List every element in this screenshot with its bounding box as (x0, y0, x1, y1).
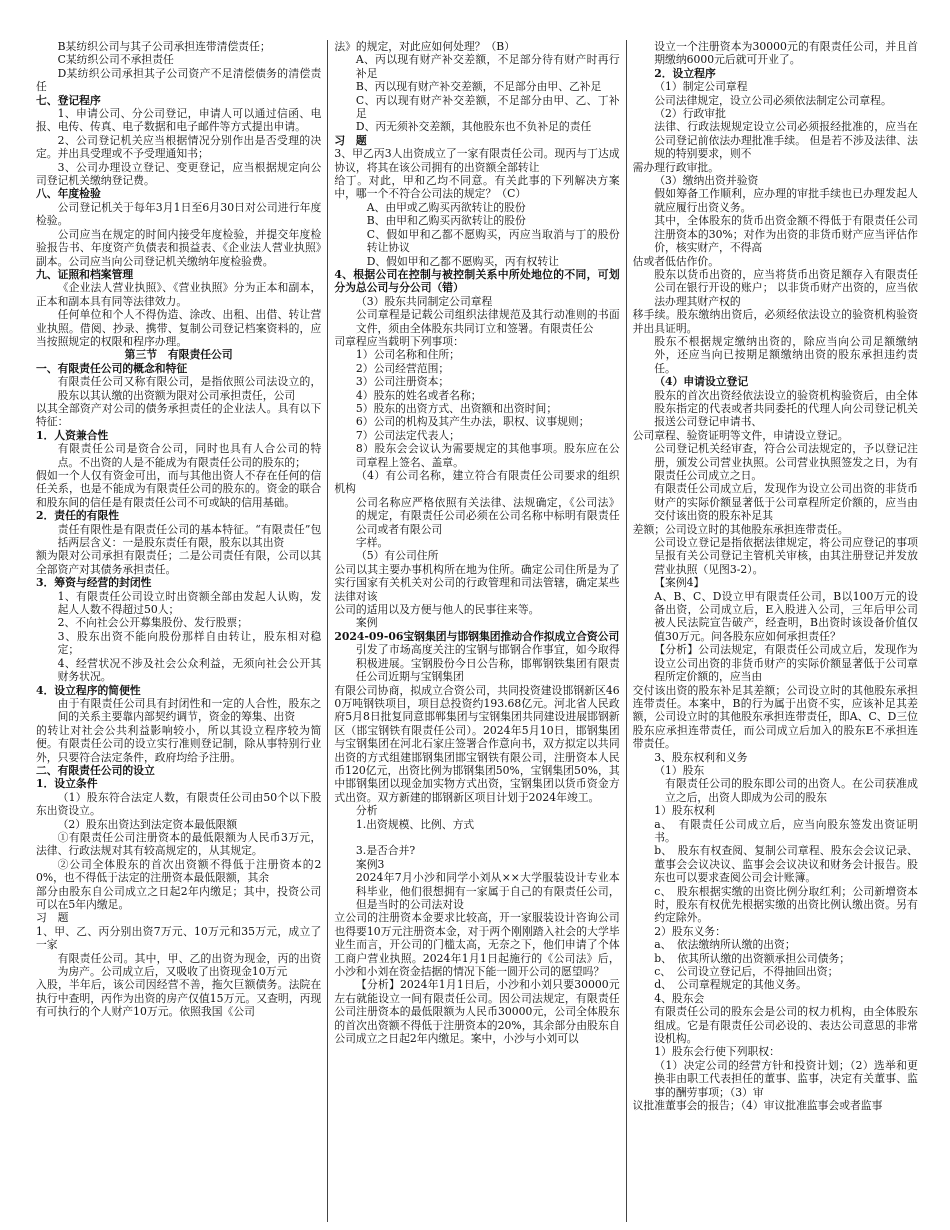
paragraph: 公司章程是记载公司组织法律规范及其行动准则的书面文件，须由全体股东共同订立和签署。有限责任公 (355, 308, 620, 335)
paragraph: （1）制定公司章程 (654, 80, 748, 94)
paragraph: 的转让对社会公共利益影响较小，所以其设立程序较为简便。有限责任公司的设立实行准则登记制，除从事特别行业外，只要符合法定条件，政府均给予注册。 (36, 723, 322, 764)
paragraph: 【分析】2024年1月1日后，小沙和小刘只要30000元左右就能设立一间有限责任公司。因公司法规定，有限责任公司注册资本的最低限额为人民币30000元，公司全体股东的首次出资额不得低于注册资本的20%，其余部分由股东自公司成立之日起2年内缴足。案中，小沙与小刘可以 (334, 978, 620, 1046)
paragraph: 3、股东权利和义务 (654, 750, 748, 764)
paragraph: 任何单位和个人不得伪造、涂改、出租、出借、转让营业执照。借阅、抄录、携带、复制公司登记档案资料的，应当按照规定的权限和程序办理。 (36, 308, 322, 348)
paragraph: 1、甲、乙、丙分别出资7万元、10万元和35万元，成立了一家 (36, 924, 322, 952)
paragraph: 公司以其主要办事机构所在地为住所。确定公司住所是为了实行国家有关机关对公司的行政管理和司法管辖，确定某些法律对该 (334, 562, 620, 603)
section-heading: 一、有限责任公司的概念和特征 (36, 361, 188, 375)
paragraph: （5）有公司住所 (355, 549, 439, 563)
paragraph: 2、不向社会公开募集股份、发行股票； (57, 616, 249, 630)
paragraph: 3、股东出资不能向股份那样自由转让，股东相对稳定； (57, 629, 322, 657)
paragraph: 公司登记机关于每年3月1日至6月30日对公司进行年度检验。 (36, 200, 322, 228)
paragraph: B、丙以现有财产补交差额，不足部分由甲、乙补足 (355, 80, 602, 94)
paragraph: 以其全部资产对公司的债务承担责任的企业法人。具有以下特征： (36, 401, 322, 429)
paragraph: c、 股东根据实缴的出资比例分取红利；公司新增资本时，股东有权优先根据实缴的出资比例认缴出资。另有约定除外。 (654, 884, 918, 925)
paragraph: 2）股东义务： (654, 924, 726, 938)
paragraph: 有限责任公司。其中，甲、乙的出资为现金，丙的出资为房产。公司成立后，又吸收了出资现金10万元 (57, 951, 322, 979)
paragraph: 假如筹备工作顺利，应办理的审批手续也已办理发起人就应履行出资义务。 (654, 187, 918, 214)
section-heading: 2．责任的有限性 (36, 509, 120, 523)
paragraph: 责任有限性是有限责任公司的基本特征。“有限责任”包括两层含义：一是股东责任有限，股东以其出资 (57, 522, 322, 550)
section-heading: 4．设立程序的简便性 (36, 683, 141, 697)
paragraph: 有限责任公司是资合公司，同时也具有人合公司的特点。不出资的人是不能成为有限责任公司的股东的； (57, 442, 322, 469)
section-heading: 八、年度检验 (36, 187, 101, 201)
paragraph: 引发了市场高度关注的宝钢与邯钢合作事宜，如今取得积极进展。宝钢股份今日公告称，邯郸钢铁集团有限责任公司近期与宝钢集团 (355, 643, 620, 684)
paragraph: 4）股东的姓名或者名称； (355, 388, 482, 402)
paragraph: 字样。 (355, 536, 389, 550)
section-heading: 1．人资兼合性 (36, 428, 109, 442)
paragraph: （3）缴纳出资并验资 (654, 174, 759, 188)
paragraph: d、 公司章程规定的其他义务。 (654, 978, 807, 992)
paragraph: 司章程应当载明下列事项： (334, 334, 464, 348)
paragraph: 估或者低估作价。 (632, 254, 720, 268)
paragraph: 1）股东权利 (654, 804, 716, 818)
paragraph: 8）股东会会议认为需要规定的其他事项。股东应在公司章程上签名、盖章。 (355, 442, 620, 469)
paragraph: 公司设立登记是指依据法律规定，将公司应登记的事项呈报有关公司登记主管机关审核，由其注册登记并发放营业执照（见图3-2）。 (654, 536, 918, 576)
paragraph: 2024年7月小沙和同学小刘从××大学服装设计专业本科毕业，他们很想拥有一家属于自己的有限责任公司，但是当时的公司法对设 (355, 871, 620, 911)
section-heading: 2024-09-06宝钢集团与邯钢集团推动合作拟成立合资公司 (334, 629, 620, 643)
text-column-right (626, 40, 924, 1222)
paragraph: 习 题 (36, 911, 69, 925)
paragraph: 公司法律规定，设立公司必须依法制定公司章程。 (654, 93, 892, 107)
paragraph: 4、经营状况不涉及社会公众利益，无须向社会公开其财务状况。 (57, 656, 322, 684)
paragraph: C某纺织公司不承担责任 (57, 53, 174, 67)
paragraph: 公司登记机关经审查，符合公司法规定的，予以登记注册，颁发公司营业执照。公司营业执照签发之日，为有限责任公司成立之日。 (654, 442, 918, 482)
paragraph: a、 有限责任公司成立后，应当向股东签发出资证明书。 (654, 817, 918, 844)
paragraph: （3）股东共同制定公司章程 (355, 294, 493, 308)
paragraph: 由于有限责任公司具有封闭性和一定的人合性，股东之间的关系主要靠内部契约调节，资金的筹集、出资 (57, 696, 322, 724)
paragraph: B某纺织公司与其子公司承担连带清偿责任； (57, 40, 271, 53)
paragraph: 2、公司登记机关应当根据情况分别作出是否受理的决定。并出具受理或不予受理通知书； (36, 133, 322, 161)
paragraph: 股东不根据规定缴纳出资的，除应当向公司足额缴纳外，还应当向已按期足额缴纳出资的股东承担违约责任。 (654, 334, 918, 375)
section-heading: 2．设立程序 (654, 66, 716, 80)
paragraph: 公司的适用以及方便与他人的民事往来等。 (334, 603, 540, 617)
paragraph: 给丁。对此，甲和乙均不同意。有关此事的下列解决方案中，哪一个不符合公司法的规定？（C） (334, 174, 620, 201)
paragraph: 1、申请公司、分公司登记，申请人可以通过信函、电报、电传、传真、电子数据和电子邮件等方式提出申请。 (36, 107, 322, 134)
text-column-left (30, 40, 327, 1222)
paragraph: 其中，全体股东的货币出资金额不得低于有限责任公司注册资本的30%；对作为出资的非货币财产应当评估作价，核实财产，不得高 (654, 214, 918, 255)
paragraph: 5）股东的出资方式、出资额和出资时间； (355, 401, 558, 415)
paragraph: （4）有公司名称，建立符合有限责任公司要求的组织机构 (334, 469, 620, 496)
paragraph: 需办理行政审批。 (632, 160, 720, 174)
paragraph: （1）决定公司的经营方针和投资计划；（2）选举和更换非由职工代表担任的董事、监事，决定有关董事、监事的酬劳事项；（3）审 (654, 1058, 918, 1099)
paragraph: 2）公司经营范围； (355, 361, 450, 375)
paragraph: （1）股东 (654, 763, 705, 777)
paragraph: 移手续。股东缴纳出资后，必须经依法设立的验资机构验资并出具证明。 (632, 308, 918, 335)
paragraph: 设立一个注册资本为30000元的有限责任公司，并且首期缴纳6000元后就可开业了。 (654, 40, 918, 67)
section-heading: 七、登记程序 (36, 93, 101, 107)
paragraph: A、由甲或乙购买丙欲转让的股份 (366, 200, 526, 214)
paragraph: D、假如甲和乙都不愿购买，丙有权转让 (366, 254, 559, 268)
paragraph: 3、公司办理设立登记、变更登记，应当根据规定向公司登记机关缴纳登记费。 (36, 160, 322, 188)
paragraph: ②公司全体股东的首次出资额不得低于注册资本的20%，也不得低于法定的注册资本最低限额，其余 (36, 857, 322, 885)
paragraph: 1）股东会行使下列职权： (654, 1045, 780, 1059)
paragraph: 法律、行政法规规定设立公司必须报经批准的，应当在公司登记前依法办理批准手续。 但是若不涉及法律、法规的特别要求，则不 (654, 120, 918, 161)
paragraph: 有限责任公司的股东即公司的出资人。在公司获准成立之后，出资人即成为公司的股东 (665, 777, 918, 804)
paragraph: 议批准董事会的报告；（4）审议批准监事会或者监事 (632, 1099, 883, 1113)
paragraph: 1.出资规模、比例、方式 (355, 817, 475, 831)
paragraph: 公司名称应严格依照有关法律、法规确定，《公司法》的规定，有限责任公司必须在公司名称中标明有限责任公司或者有限公司 (355, 495, 620, 536)
paragraph: 假如一个人仅有资金可出，而与其他出资人不存在任何的信任关系，也是不能成为有限责任公司的股东的。资金的联合和股东间的信任是有限责任公司不可或缺的信用基础。 (36, 469, 322, 509)
paragraph (334, 831, 619, 844)
section-heading: 九、证照和档案管理 (36, 267, 134, 281)
paragraph: 额为限对公司承担有限责任；二是公司责任有限，公司以其全部资产对其债务承担责任。 (36, 549, 322, 576)
paragraph: 立公司的注册资本金要求比较高，开一家服装设计咨询公司也得要10万元注册资本金，对于两个刚刚踏入社会的大学毕业生而言，开公司的门槛太高，无奈之下，他们申请了个体工商户营业执照。2024年1月1日起施行的《公司法》后，小沙和小刘在资金拮据的情况下能一圆开公司的愿望吗？ (334, 911, 620, 979)
paragraph: 3.是否合并? (355, 844, 416, 858)
paragraph: 公司应当在规定的时间内接受年度检验，并提交年度检验报告书、年度资产负债表和损益表、《企业法人营业执照》副本。公司应当向公司登记机关缴纳年度检验费。 (36, 227, 322, 268)
paragraph: 公司章程、验资证明等文件，申请设立登记。 (632, 428, 849, 442)
paragraph: 股东以货币出资的，应当将货币出资足额存入有限责任公司在银行开设的账户； 以非货币财产出资的，应当依法办理其财产权的 (654, 267, 918, 308)
text-column-middle (327, 40, 625, 1222)
paragraph: D某纺织公司承担其子公司资产不足清偿债务的清偿责任 (36, 66, 322, 94)
paragraph: 分析 (355, 804, 378, 818)
paragraph: b、 股东有权查阅、复制公司章程、股东会会议记录、董事会会议决议、监事会会议决议和财务会计报告。股东也可以要求查阅公司会计账簿。 (654, 844, 918, 885)
paragraph: 有限责任公司的股东会是公司的权力机构，由全体股东组成。它是有限责任公司必设的、表达公司意思的非常设机构。 (654, 1005, 918, 1046)
paragraph: 案例3 (355, 857, 385, 871)
paragraph: 案例 (355, 616, 378, 630)
section-heading: 第三节 有限责任公司 (124, 348, 233, 362)
paragraph: a、 依法缴纳所认缴的出资； (654, 938, 796, 952)
paragraph: 【案例4】 (654, 576, 705, 590)
section-heading: 1．设立条件 (36, 777, 98, 791)
paragraph: 1）公司名称和住所； (355, 348, 460, 362)
paragraph: A、B、C、D设立甲有限责任公司，B以100万元的设备出资，公司成立后，E入股进入公司，三年后甲公司被人民法院宣告破产，经查明，B出资时该设备价值仅值30万元。问各股东应如何承担责任？ (654, 589, 918, 643)
paragraph: C、假如甲和乙都不愿购买，丙应当取消与丁的股份转让协议 (366, 227, 620, 255)
paragraph: 3）公司注册资本； (355, 375, 450, 389)
paragraph: 4、股东会 (654, 991, 705, 1005)
paragraph: 部分由股东自公司成立之日起2年内缴足；其中，投资公司可以在5年内缴足。 (36, 884, 322, 911)
section-heading: 3．筹资与经营的封闭性 (36, 576, 152, 590)
paragraph: B、由甲和乙购买丙欲转让的股份 (366, 214, 526, 228)
paragraph: c、 公司设立登记后，不得抽回出资； (654, 965, 839, 979)
paragraph: 《企业法人营业执照》、《营业执照》分为正本和副本，正本和副本具有同等法律效力。 (36, 281, 322, 308)
paragraph: （1）股东符合法定人数，有限责任公司由50个以下股东出资设立。 (36, 790, 322, 818)
paragraph: 有限公司协商，拟成立合资公司，共同投资建设邯钢新区460万吨钢铁项目，项目总投资约193.68亿元。河北省人民政府5月8日批复同意邯郸集团与宝钢集团共同建设进展邯钢新区（邯宝钢铁有限责任公司）。2024年5月10日，邯钢集团与宝钢集团在河北石家庄签署合作意向书，双方拟定以共同出资的方式组建邯钢集团邯宝钢铁有限公司，注册资本人民币120亿元，出资比例为邯钢集团50%，宝钢集团50%，其中邯钢集团以现金加实物方式出资，宝钢集团以货币资金方式出资。双方新建的邯钢新区项目计划于2024年竣工。 (334, 683, 620, 804)
paragraph: 有限责任公司又称有限公司，是指依照公司法设立的，股东以其认缴的出资额为限对公司承担责任，公司 (57, 375, 322, 402)
paragraph: 入股，半年后，该公司因经营不善，拖欠巨额债务。法院在执行中查明，丙作为出资的房产仅值15万元。又查明，丙现有可执行的个人财产10万元。依照我国《公司 (36, 978, 322, 1019)
paragraph: A、丙以现有财产补交差额，不足部分待有财产时再行补足 (355, 53, 620, 80)
section-heading: 习 题 (334, 133, 367, 147)
paragraph: 1、有限责任公司设立时出资额全部由发起人认购，发起人人数不得超过50人； (57, 589, 322, 617)
paragraph: （2）股东出资达到法定资本最低限额 (57, 817, 238, 831)
paragraph: 6）公司的机构及其产生办法，职权、议事规则； (355, 415, 590, 429)
paragraph: 差额；公司设立时的其他股东承担连带责任。 (632, 522, 849, 536)
section-heading: 4、根据公司在控制与被控制关系中所处地位的不同，可划分为总公司与分公司（错） (334, 267, 620, 295)
paragraph: 3、甲乙丙3人出资成立了一家有限责任公司。现丙与丁达成协议，将其在该公司拥有的出资额全部转让 (334, 147, 620, 174)
paragraph: D、丙无须补交差额，其他股东也不负补足的责任 (355, 120, 592, 134)
section-heading: （4）申请设立登记 (654, 375, 749, 389)
paragraph: 有限责任公司成立后，发现作为设立公司出资的非货币财产的实际价额显著低于公司章程所定价额的，应当由交付该出资的股东补足其 (654, 482, 918, 523)
paragraph: 股东的首次出资经依法设立的验资机构验资后，由全体股东指定的代表或者共同委托的代理人向公司登记机关报送公司登记申请书、 (654, 388, 918, 429)
paragraph: 【分析】公司法规定，有限责任公司成立后，发现作为设立公司出资的非货币财产的实际价额显著低于公司章程所定价额的，应当由 (654, 643, 918, 684)
paragraph: 7）公司法定代表人； (355, 428, 460, 442)
paragraph: C、丙以现有财产补交差额，不足部分由甲、乙、丁补足 (355, 93, 620, 121)
section-heading: 二、有限责任公司的设立 (36, 763, 155, 777)
paragraph: b、 依其所认缴的出资额承担公司债务； (654, 951, 851, 965)
paragraph: （2）行政审批 (654, 107, 726, 121)
paragraph: 法》的规定，对此应如何处理？（B） (334, 40, 516, 53)
paragraph: 交付该出资的股东补足其差额；公司设立时的其他股东承担连带责任。本案中，B的行为属于出资不实，应该补足其差额，公司设立时的其他股东承担连带责任，即A、C、D三位股东应承担连带责任，而公司成立后加入的股东E不承担连带责任。 (632, 683, 918, 751)
paragraph: ①有限责任公司注册资本的最低限额为人民币3万元，法律、行政法规对其有较高规定的，从其规定。 (36, 830, 322, 858)
